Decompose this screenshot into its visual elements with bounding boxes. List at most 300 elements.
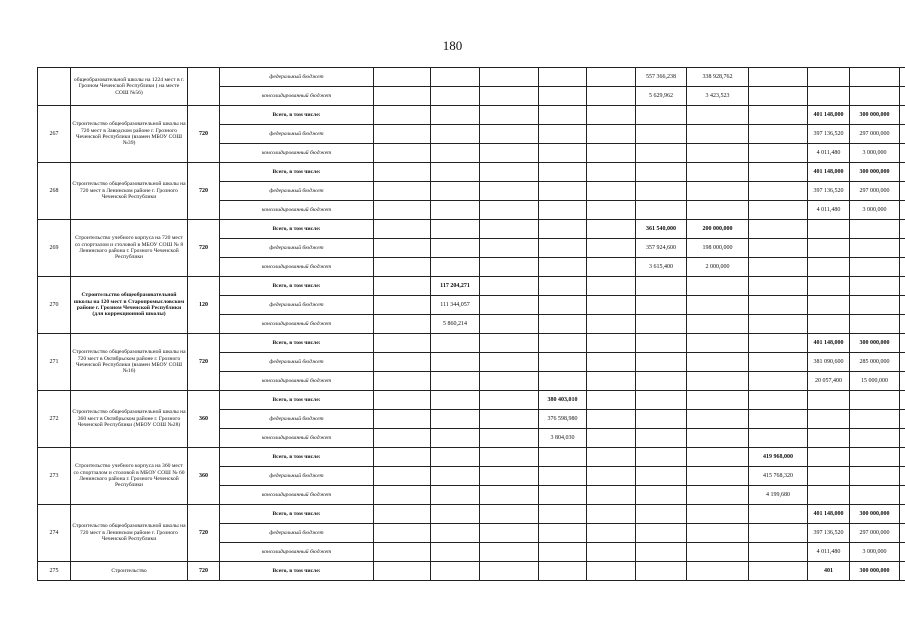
value-cell [687, 410, 749, 429]
value-cell [636, 296, 687, 315]
value-cell [480, 505, 539, 524]
value-cell [687, 163, 749, 182]
empty-cell [900, 334, 905, 353]
value-cell: 401 [808, 562, 850, 581]
funding-source: консолидированный бюджет [220, 87, 374, 106]
value-cell [587, 220, 636, 239]
empty-cell [900, 106, 905, 125]
value-cell [850, 258, 900, 277]
row-number: 271 [38, 334, 71, 391]
value-cell [687, 277, 749, 296]
value-cell [636, 467, 687, 486]
funding-source: Всего, в том числе: [220, 106, 374, 125]
value-cell [636, 106, 687, 125]
table-row [38, 562, 905, 581]
value-cell: 300 000,000 [850, 106, 900, 125]
value-cell [636, 391, 687, 410]
value-cell [636, 125, 687, 144]
value-cell [374, 562, 431, 581]
value-cell [636, 524, 687, 543]
value-cell [808, 220, 850, 239]
value-cell [808, 410, 850, 429]
value-cell [374, 315, 431, 334]
value-cell [539, 372, 587, 391]
value-cell [749, 277, 808, 296]
value-cell [374, 239, 431, 258]
funding-source: консолидированный бюджет [220, 429, 374, 448]
value-cell [749, 524, 808, 543]
value-cell [808, 87, 850, 106]
value-cell [587, 182, 636, 201]
value-cell: 297 000,000 [850, 125, 900, 144]
value-cell [687, 201, 749, 220]
value-cell [850, 315, 900, 334]
value-cell: 4 011,480 [808, 201, 850, 220]
value-cell [687, 486, 749, 505]
value-cell [808, 277, 850, 296]
value-cell [636, 201, 687, 220]
value-cell: 3 804,030 [539, 429, 587, 448]
value-cell: 300 000,000 [850, 505, 900, 524]
value-cell [480, 296, 539, 315]
row-number: 273 [38, 448, 71, 505]
value-cell [480, 68, 539, 87]
row-number: 267 [38, 106, 71, 163]
value-cell [636, 144, 687, 163]
value-cell [431, 448, 480, 467]
value-cell [587, 467, 636, 486]
funding-source: консолидированный бюджет [220, 486, 374, 505]
value-cell [374, 505, 431, 524]
value-cell [749, 315, 808, 334]
value-cell [687, 353, 749, 372]
value-cell [587, 201, 636, 220]
value-cell [749, 239, 808, 258]
funding-source: консолидированный бюджет [220, 372, 374, 391]
value-cell [636, 562, 687, 581]
value-cell [808, 68, 850, 87]
value-cell [539, 296, 587, 315]
value-cell: 397 136,520 [808, 125, 850, 144]
value-cell [431, 353, 480, 372]
table-row [38, 220, 905, 239]
value-cell [636, 182, 687, 201]
capacity: 720 [188, 163, 220, 220]
value-cell [749, 201, 808, 220]
value-cell [374, 429, 431, 448]
value-cell [480, 467, 539, 486]
empty-cell [900, 239, 905, 258]
value-cell: 3 423,523 [687, 87, 749, 106]
empty-cell [900, 315, 905, 334]
value-cell [850, 68, 900, 87]
value-cell [480, 277, 539, 296]
value-cell [374, 220, 431, 239]
funding-source: Всего, в том числе: [220, 277, 374, 296]
value-cell [374, 334, 431, 353]
table-row [38, 448, 905, 467]
value-cell [374, 201, 431, 220]
object-name: Строительство общеобразовательной школы на 360 мест в Октябрьском районе г. Грозного Чеченской Республики (МБОУ СОШ №28) [71, 391, 188, 448]
value-cell [480, 182, 539, 201]
value-cell [539, 182, 587, 201]
value-cell [374, 543, 431, 562]
value-cell [636, 486, 687, 505]
value-cell [687, 334, 749, 353]
funding-source: федеральный бюджет [220, 353, 374, 372]
value-cell: 297 000,000 [850, 524, 900, 543]
value-cell [539, 106, 587, 125]
capacity: 720 [188, 106, 220, 163]
value-cell [539, 68, 587, 87]
capacity: 360 [188, 391, 220, 448]
value-cell [431, 562, 480, 581]
value-cell [808, 448, 850, 467]
row-number [38, 68, 71, 106]
row-number: 275 [38, 562, 71, 581]
table-row [38, 505, 905, 524]
value-cell [587, 277, 636, 296]
value-cell [539, 277, 587, 296]
value-cell [374, 391, 431, 410]
budget-table [37, 67, 905, 581]
value-cell: 3 000,000 [850, 201, 900, 220]
value-cell [374, 144, 431, 163]
value-cell [749, 258, 808, 277]
value-cell [539, 125, 587, 144]
value-cell [850, 410, 900, 429]
value-cell [480, 353, 539, 372]
value-cell [374, 486, 431, 505]
value-cell: 20 057,400 [808, 372, 850, 391]
value-cell [850, 486, 900, 505]
value-cell [749, 505, 808, 524]
value-cell [587, 68, 636, 87]
value-cell: 401 148,000 [808, 106, 850, 125]
value-cell [749, 543, 808, 562]
value-cell [431, 68, 480, 87]
empty-cell [900, 467, 905, 486]
value-cell [480, 486, 539, 505]
funding-source: консолидированный бюджет [220, 144, 374, 163]
value-cell [539, 201, 587, 220]
value-cell: 338 928,762 [687, 68, 749, 87]
capacity: 720 [188, 505, 220, 562]
value-cell [480, 258, 539, 277]
value-cell [480, 315, 539, 334]
value-cell [850, 467, 900, 486]
funding-source: консолидированный бюджет [220, 258, 374, 277]
capacity: 720 [188, 220, 220, 277]
value-cell [636, 448, 687, 467]
row-number: 269 [38, 220, 71, 277]
value-cell [850, 239, 900, 258]
value-cell [431, 524, 480, 543]
value-cell [374, 372, 431, 391]
empty-cell [900, 410, 905, 429]
value-cell [480, 201, 539, 220]
value-cell: 15 000,000 [850, 372, 900, 391]
value-cell: 5 860,214 [431, 315, 480, 334]
value-cell [808, 239, 850, 258]
value-cell [587, 410, 636, 429]
value-cell [636, 543, 687, 562]
value-cell [431, 220, 480, 239]
object-name: Строительство учебного корпуса на 360 мест со спортзалом и столовой в МБОУ СОШ № 60 Ленинского района г. Грозного Чеченской Республики [71, 448, 188, 505]
value-cell [587, 372, 636, 391]
table-row [38, 334, 905, 353]
value-cell [480, 448, 539, 467]
value-cell [636, 410, 687, 429]
value-cell [431, 144, 480, 163]
value-cell: 200 000,000 [687, 220, 749, 239]
value-cell [587, 543, 636, 562]
value-cell [587, 239, 636, 258]
value-cell [431, 87, 480, 106]
value-cell: 3 000,000 [850, 144, 900, 163]
value-cell: 300 000,000 [850, 163, 900, 182]
value-cell [374, 182, 431, 201]
value-cell: 2 000,000 [687, 258, 749, 277]
value-cell [850, 220, 900, 239]
value-cell: 415 768,320 [749, 467, 808, 486]
empty-cell [900, 68, 905, 87]
funding-source: Всего, в том числе: [220, 505, 374, 524]
value-cell [374, 87, 431, 106]
value-cell [431, 258, 480, 277]
value-cell: 557 366,238 [636, 68, 687, 87]
empty-cell [900, 277, 905, 296]
value-cell [374, 353, 431, 372]
value-cell [480, 334, 539, 353]
value-cell [687, 372, 749, 391]
value-cell [480, 239, 539, 258]
value-cell: 297 000,000 [850, 182, 900, 201]
empty-cell [900, 486, 905, 505]
value-cell [850, 87, 900, 106]
value-cell: 5 629,962 [636, 87, 687, 106]
value-cell [431, 334, 480, 353]
object-name: Строительство общеобразовательной школы на 720 мест в Ленинском районе г. Грозного Чеченской Республики [71, 163, 188, 220]
value-cell: 401 148,000 [808, 334, 850, 353]
value-cell [749, 429, 808, 448]
value-cell: 300 000,000 [850, 562, 900, 581]
value-cell [587, 106, 636, 125]
object-name: Строительство общеобразовательной школы на 720 мест в Ленинском районе г. Грозного Чеченской Республики [71, 505, 188, 562]
empty-cell [900, 429, 905, 448]
value-cell [687, 467, 749, 486]
value-cell [587, 258, 636, 277]
value-cell [687, 505, 749, 524]
value-cell [687, 448, 749, 467]
value-cell: 361 540,000 [636, 220, 687, 239]
value-cell [808, 391, 850, 410]
table-row [38, 68, 905, 87]
value-cell [587, 163, 636, 182]
value-cell [480, 106, 539, 125]
funding-source: консолидированный бюджет [220, 315, 374, 334]
table-row [38, 106, 905, 125]
value-cell [431, 410, 480, 429]
value-cell [749, 220, 808, 239]
funding-source: федеральный бюджет [220, 467, 374, 486]
empty-cell [900, 125, 905, 144]
value-cell: 380 403,010 [539, 391, 587, 410]
empty-cell [900, 372, 905, 391]
value-cell [431, 106, 480, 125]
value-cell [539, 87, 587, 106]
value-cell [636, 372, 687, 391]
value-cell [808, 296, 850, 315]
value-cell [687, 296, 749, 315]
value-cell [587, 562, 636, 581]
value-cell [687, 543, 749, 562]
empty-cell [900, 182, 905, 201]
value-cell [749, 68, 808, 87]
table-row [38, 277, 905, 296]
value-cell [374, 410, 431, 429]
value-cell [749, 334, 808, 353]
value-cell: 3 000,000 [850, 543, 900, 562]
empty-cell [900, 505, 905, 524]
value-cell [587, 353, 636, 372]
value-cell [539, 163, 587, 182]
value-cell [431, 467, 480, 486]
value-cell [749, 87, 808, 106]
empty-cell [900, 448, 905, 467]
value-cell [687, 315, 749, 334]
table-row [38, 163, 905, 182]
value-cell [480, 562, 539, 581]
value-cell [374, 467, 431, 486]
value-cell [749, 372, 808, 391]
value-cell: 198 000,000 [687, 239, 749, 258]
funding-source: федеральный бюджет [220, 410, 374, 429]
funding-source: консолидированный бюджет [220, 201, 374, 220]
value-cell [374, 448, 431, 467]
value-cell: 401 148,000 [808, 505, 850, 524]
value-cell [431, 163, 480, 182]
value-cell [374, 106, 431, 125]
row-number: 270 [38, 277, 71, 334]
funding-source: Всего, в том числе: [220, 163, 374, 182]
funding-source: Всего, в том числе: [220, 448, 374, 467]
empty-cell [900, 543, 905, 562]
empty-cell [900, 87, 905, 106]
object-name: Строительство общеобразовательной школы на 120 мест в Старопромысловском районе г. Грозном Чеченской Республики (для коррекционной школы) [71, 277, 188, 334]
value-cell [374, 277, 431, 296]
value-cell [539, 315, 587, 334]
capacity: 720 [188, 562, 220, 581]
value-cell [808, 258, 850, 277]
value-cell: 4 199,680 [749, 486, 808, 505]
value-cell: 419 968,000 [749, 448, 808, 467]
value-cell [480, 125, 539, 144]
funding-source: Всего, в том числе: [220, 391, 374, 410]
value-cell [749, 144, 808, 163]
value-cell [480, 543, 539, 562]
value-cell: 111 344,057 [431, 296, 480, 315]
value-cell [431, 239, 480, 258]
value-cell [431, 201, 480, 220]
value-cell [539, 448, 587, 467]
value-cell [850, 277, 900, 296]
value-cell [374, 68, 431, 87]
value-cell [808, 429, 850, 448]
object-name: Строительство общеобразовательной школы на 720 мест в Заводском районе г. Грозного Чеченской Республики (взамен МБОУ СОШ №39) [71, 106, 188, 163]
funding-source: федеральный бюджет [220, 296, 374, 315]
value-cell [539, 562, 587, 581]
empty-cell [900, 201, 905, 220]
value-cell [539, 258, 587, 277]
value-cell [636, 334, 687, 353]
object-name: Строительство общеобразовательной школы на 720 мест в Октябрьском районе г. Грозного Чеченской Республики (взамен МБОУ СОШ №16) [71, 334, 188, 391]
value-cell [539, 144, 587, 163]
page-number: 180 [442, 38, 463, 53]
value-cell [374, 125, 431, 144]
funding-source: федеральный бюджет [220, 239, 374, 258]
value-cell [539, 543, 587, 562]
value-cell: 285 000,000 [850, 353, 900, 372]
value-cell [687, 144, 749, 163]
value-cell [539, 220, 587, 239]
value-cell [587, 296, 636, 315]
capacity: 720 [188, 334, 220, 391]
value-cell [687, 106, 749, 125]
value-cell [587, 144, 636, 163]
value-cell [431, 429, 480, 448]
value-cell [480, 391, 539, 410]
value-cell [749, 410, 808, 429]
value-cell [636, 429, 687, 448]
value-cell [374, 163, 431, 182]
value-cell [431, 543, 480, 562]
value-cell: 117 204,271 [431, 277, 480, 296]
value-cell [687, 182, 749, 201]
value-cell [480, 410, 539, 429]
value-cell [480, 144, 539, 163]
value-cell: 4 011,480 [808, 144, 850, 163]
value-cell [480, 87, 539, 106]
value-cell: 3 615,400 [636, 258, 687, 277]
value-cell [480, 524, 539, 543]
value-cell [850, 429, 900, 448]
value-cell [587, 486, 636, 505]
capacity [188, 68, 220, 106]
value-cell: 357 924,600 [636, 239, 687, 258]
funding-source: консолидированный бюджет [220, 543, 374, 562]
value-cell [431, 372, 480, 391]
value-cell: 381 090,600 [808, 353, 850, 372]
value-cell [850, 391, 900, 410]
value-cell [431, 391, 480, 410]
value-cell [808, 467, 850, 486]
value-cell [587, 334, 636, 353]
value-cell [749, 353, 808, 372]
value-cell [687, 562, 749, 581]
value-cell [636, 353, 687, 372]
value-cell [587, 87, 636, 106]
empty-cell [900, 524, 905, 543]
value-cell [587, 524, 636, 543]
funding-source: федеральный бюджет [220, 68, 374, 87]
value-cell [480, 372, 539, 391]
empty-cell [900, 144, 905, 163]
value-cell: 300 000,000 [850, 334, 900, 353]
value-cell [431, 182, 480, 201]
value-cell: 401 148,000 [808, 163, 850, 182]
value-cell [808, 315, 850, 334]
